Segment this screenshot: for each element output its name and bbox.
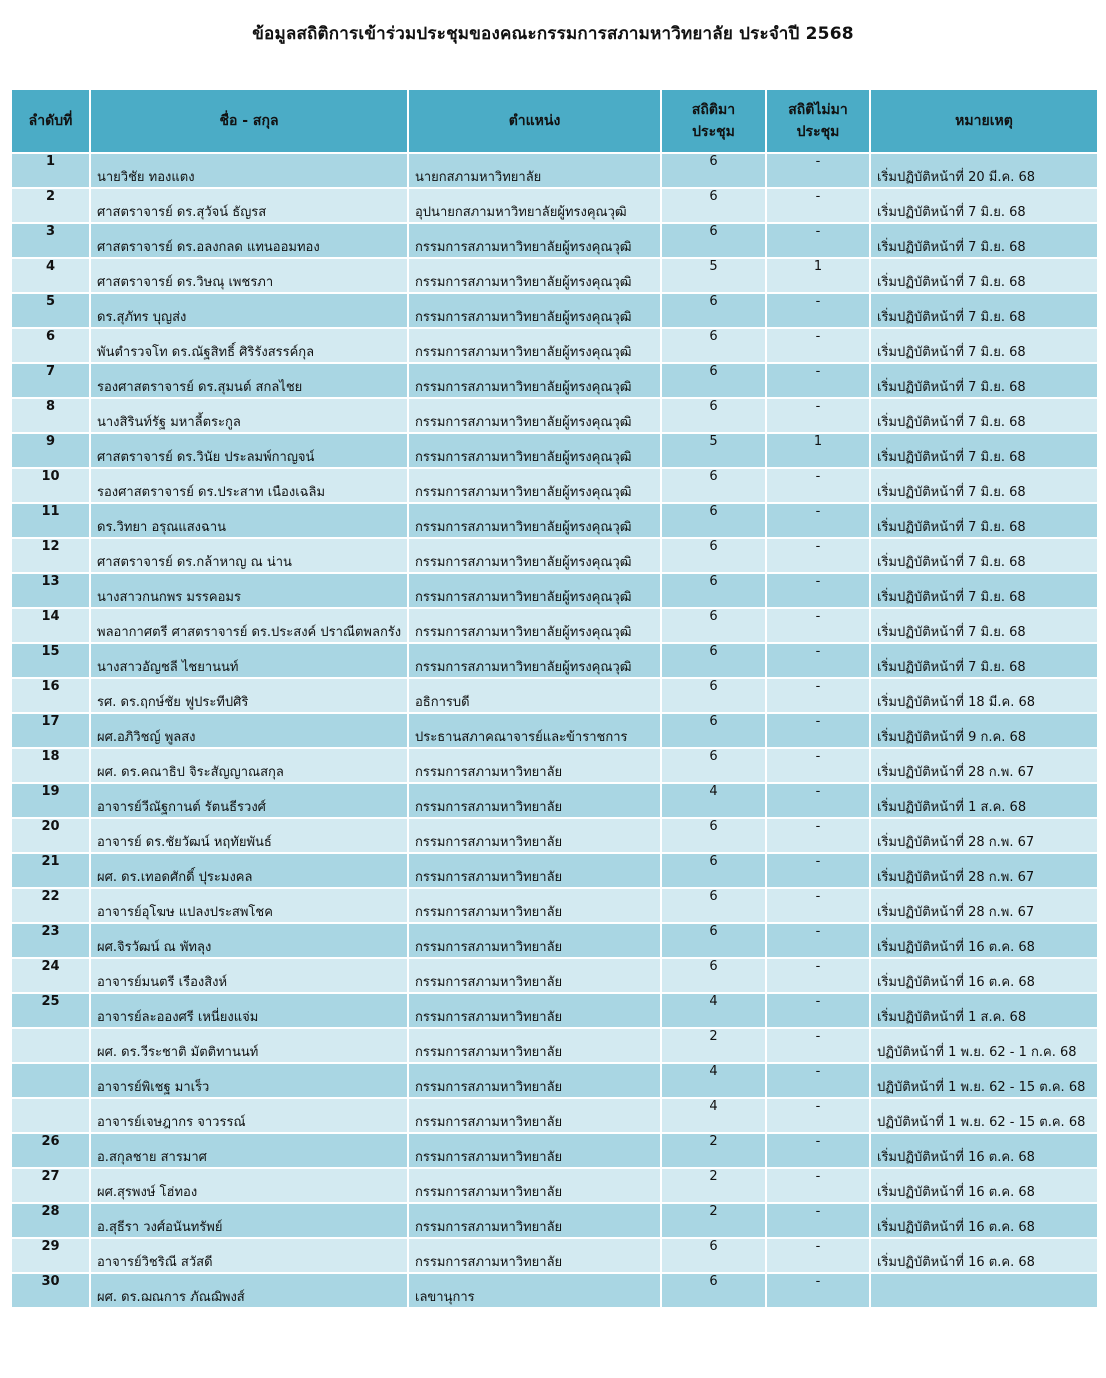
cell-attended: 6 bbox=[661, 398, 766, 433]
cell-name: ศาสตราจารย์ ดร.กล้าหาญ ณ น่าน bbox=[90, 538, 408, 573]
cell-note: เริ่มปฏิบัติหน้าที่ 9 ก.ค. 68 bbox=[870, 713, 1098, 748]
cell-attended: 4 bbox=[661, 1098, 766, 1133]
cell-absent: - bbox=[766, 888, 870, 923]
cell-no: 25 bbox=[11, 993, 90, 1028]
cell-attended: 6 bbox=[661, 923, 766, 958]
cell-absent: - bbox=[766, 748, 870, 783]
cell-attended: 6 bbox=[661, 1238, 766, 1273]
cell-no: 1 bbox=[11, 153, 90, 188]
cell-no: 7 bbox=[11, 363, 90, 398]
cell-note: เริ่มปฏิบัติหน้าที่ 16 ต.ค. 68 bbox=[870, 1133, 1098, 1168]
cell-absent: - bbox=[766, 363, 870, 398]
cell-no: 21 bbox=[11, 853, 90, 888]
cell-position: กรรมการสภามหาวิทยาลัย bbox=[408, 783, 661, 818]
cell-note: เริ่มปฏิบัติหน้าที่ 7 มิ.ย. 68 bbox=[870, 188, 1098, 223]
cell-absent: - bbox=[766, 398, 870, 433]
cell-attended: 6 bbox=[661, 153, 766, 188]
cell-note: เริ่มปฏิบัติหน้าที่ 16 ต.ค. 68 bbox=[870, 958, 1098, 993]
header-position: ตำแหน่ง bbox=[408, 89, 661, 153]
table-row bbox=[11, 468, 1098, 503]
cell-absent: - bbox=[766, 223, 870, 258]
cell-no: 18 bbox=[11, 748, 90, 783]
header-attended-line2: ประชุม bbox=[692, 124, 735, 140]
header-absent-line1: สถิติไม่มา bbox=[788, 102, 848, 118]
cell-absent: - bbox=[766, 958, 870, 993]
header-no: ลำดับที่ bbox=[11, 89, 90, 153]
cell-position: กรรมการสภามหาวิทยาลัย bbox=[408, 1028, 661, 1063]
cell-no: 24 bbox=[11, 958, 90, 993]
cell-attended: 6 bbox=[661, 293, 766, 328]
cell-no: 4 bbox=[11, 258, 90, 293]
cell-no: 23 bbox=[11, 923, 90, 958]
cell-attended: 2 bbox=[661, 1168, 766, 1203]
cell-position: กรรมการสภามหาวิทยาลัย bbox=[408, 993, 661, 1028]
cell-no: 2 bbox=[11, 188, 90, 223]
table-row bbox=[11, 958, 1098, 993]
header-name: ชื่อ - สกุล bbox=[90, 89, 408, 153]
cell-note: เริ่มปฏิบัติหน้าที่ 7 มิ.ย. 68 bbox=[870, 363, 1098, 398]
cell-no: 16 bbox=[11, 678, 90, 713]
cell-position: กรรมการสภามหาวิทยาลัย bbox=[408, 1238, 661, 1273]
cell-absent: - bbox=[766, 468, 870, 503]
cell-note: เริ่มปฏิบัติหน้าที่ 7 มิ.ย. 68 bbox=[870, 468, 1098, 503]
cell-note: เริ่มปฏิบัติหน้าที่ 28 ก.พ. 67 bbox=[870, 748, 1098, 783]
cell-attended: 6 bbox=[661, 713, 766, 748]
cell-no: 13 bbox=[11, 573, 90, 608]
table-row bbox=[11, 853, 1098, 888]
cell-attended: 6 bbox=[661, 678, 766, 713]
cell-note: ปฏิบัติหน้าที่ 1 พ.ย. 62 - 1 ก.ค. 68 bbox=[870, 1028, 1098, 1063]
table-row bbox=[11, 888, 1098, 923]
cell-name: นางสิรินท์รัฐ มหาลี้ตระกูล bbox=[90, 398, 408, 433]
cell-name: ศาสตราจารย์ ดร.สุวัจน์ ธัญรส bbox=[90, 188, 408, 223]
cell-name: ดร.สุภัทร บุญส่ง bbox=[90, 293, 408, 328]
cell-name: อาจารย์เจษฎากร จาวรรณ์ bbox=[90, 1098, 408, 1133]
table-row bbox=[11, 993, 1098, 1028]
cell-no: 17 bbox=[11, 713, 90, 748]
cell-absent: - bbox=[766, 1063, 870, 1098]
cell-no: 5 bbox=[11, 293, 90, 328]
table-row bbox=[11, 783, 1098, 818]
cell-position: กรรมการสภามหาวิทยาลัย bbox=[408, 1063, 661, 1098]
cell-name: อาจารย์ ดร.ชัยวัฒน์ หฤทัยพันธ์ bbox=[90, 818, 408, 853]
cell-position: นายกสภามหาวิทยาลัย bbox=[408, 153, 661, 188]
header-note: หมายเหตุ bbox=[870, 89, 1098, 153]
header-absent bbox=[766, 89, 870, 153]
cell-position: กรรมการสภามหาวิทยาลัยผู้ทรงคุณวุฒิ bbox=[408, 573, 661, 608]
cell-absent: - bbox=[766, 328, 870, 363]
cell-note: เริ่มปฏิบัติหน้าที่ 7 มิ.ย. 68 bbox=[870, 328, 1098, 363]
cell-note: เริ่มปฏิบัติหน้าที่ 20 มี.ค. 68 bbox=[870, 153, 1098, 188]
cell-attended: 5 bbox=[661, 258, 766, 293]
table-row bbox=[11, 1028, 1098, 1063]
cell-position: ประธานสภาคณาจารย์และข้าราชการ bbox=[408, 713, 661, 748]
cell-no: 28 bbox=[11, 1203, 90, 1238]
cell-position: กรรมการสภามหาวิทยาลัยผู้ทรงคุณวุฒิ bbox=[408, 363, 661, 398]
cell-attended: 6 bbox=[661, 643, 766, 678]
cell-attended: 6 bbox=[661, 608, 766, 643]
attendance-table bbox=[10, 88, 1099, 1309]
cell-attended: 2 bbox=[661, 1028, 766, 1063]
table-row bbox=[11, 923, 1098, 958]
cell-position: กรรมการสภามหาวิทยาลัย bbox=[408, 1098, 661, 1133]
cell-no: 14 bbox=[11, 608, 90, 643]
cell-name: นางสาวกนกพร มรรคอมร bbox=[90, 573, 408, 608]
cell-position: กรรมการสภามหาวิทยาลัย bbox=[408, 1133, 661, 1168]
table-row bbox=[11, 328, 1098, 363]
cell-attended: 6 bbox=[661, 468, 766, 503]
cell-name: ผศ. ดร.เทอดศักดิ์ ปุระมงคล bbox=[90, 853, 408, 888]
table-row bbox=[11, 818, 1098, 853]
cell-position: กรรมการสภามหาวิทยาลัยผู้ทรงคุณวุฒิ bbox=[408, 643, 661, 678]
cell-name: รศ. ดร.ฤกษ์ชัย ฟูประทีปศิริ bbox=[90, 678, 408, 713]
cell-position: กรรมการสภามหาวิทยาลัย bbox=[408, 748, 661, 783]
cell-name: ศาสตราจารย์ ดร.วิษณุ เพชรภา bbox=[90, 258, 408, 293]
cell-absent: - bbox=[766, 783, 870, 818]
cell-no: 27 bbox=[11, 1168, 90, 1203]
cell-position: กรรมการสภามหาวิทยาลัย bbox=[408, 1168, 661, 1203]
cell-position: อธิการบดี bbox=[408, 678, 661, 713]
cell-no: 8 bbox=[11, 398, 90, 433]
cell-note: เริ่มปฏิบัติหน้าที่ 7 มิ.ย. 68 bbox=[870, 573, 1098, 608]
cell-no: 11 bbox=[11, 503, 90, 538]
cell-attended: 4 bbox=[661, 1063, 766, 1098]
table-body bbox=[11, 153, 1098, 1308]
cell-no: 29 bbox=[11, 1238, 90, 1273]
cell-no: 22 bbox=[11, 888, 90, 923]
cell-name: อ.สกุลชาย สารมาศ bbox=[90, 1133, 408, 1168]
cell-note: เริ่มปฏิบัติหน้าที่ 16 ต.ค. 68 bbox=[870, 1168, 1098, 1203]
cell-note: เริ่มปฏิบัติหน้าที่ 7 มิ.ย. 68 bbox=[870, 398, 1098, 433]
cell-note: เริ่มปฏิบัติหน้าที่ 7 มิ.ย. 68 bbox=[870, 258, 1098, 293]
cell-attended: 6 bbox=[661, 818, 766, 853]
cell-absent: - bbox=[766, 153, 870, 188]
cell-attended: 6 bbox=[661, 188, 766, 223]
cell-note: เริ่มปฏิบัติหน้าที่ 28 ก.พ. 67 bbox=[870, 853, 1098, 888]
cell-no bbox=[11, 1028, 90, 1063]
table-row bbox=[11, 748, 1098, 783]
table-row bbox=[11, 1133, 1098, 1168]
cell-name: อ.สุธีรา วงศ์อนันทรัพย์ bbox=[90, 1203, 408, 1238]
cell-absent: - bbox=[766, 643, 870, 678]
cell-name: ศาสตราจารย์ ดร.อลงกลด แทนออมทอง bbox=[90, 223, 408, 258]
cell-position: กรรมการสภามหาวิทยาลัยผู้ทรงคุณวุฒิ bbox=[408, 293, 661, 328]
cell-attended: 6 bbox=[661, 573, 766, 608]
cell-position: กรรมการสภามหาวิทยาลัย bbox=[408, 888, 661, 923]
table-row bbox=[11, 293, 1098, 328]
cell-no bbox=[11, 1098, 90, 1133]
cell-absent: - bbox=[766, 293, 870, 328]
cell-name: ศาสตราจารย์ ดร.วินัย ประลมพ์กาญจน์ bbox=[90, 433, 408, 468]
cell-name: รองศาสตราจารย์ ดร.ประสาท เนืองเฉลิม bbox=[90, 468, 408, 503]
cell-position: กรรมการสภามหาวิทยาลัยผู้ทรงคุณวุฒิ bbox=[408, 328, 661, 363]
header-attended bbox=[661, 89, 766, 153]
cell-name: อาจารย์อุโฆษ แปลงประสพโชค bbox=[90, 888, 408, 923]
cell-position: กรรมการสภามหาวิทยาลัยผู้ทรงคุณวุฒิ bbox=[408, 468, 661, 503]
cell-note: เริ่มปฏิบัติหน้าที่ 1 ส.ค. 68 bbox=[870, 783, 1098, 818]
cell-name: ผศ. ดร.วีระชาติ มัตติทานนท์ bbox=[90, 1028, 408, 1063]
cell-attended: 5 bbox=[661, 433, 766, 468]
cell-absent: - bbox=[766, 818, 870, 853]
cell-attended: 6 bbox=[661, 503, 766, 538]
cell-name: อาจารย์มนตรี เรืองสิงห์ bbox=[90, 958, 408, 993]
cell-note: เริ่มปฏิบัติหน้าที่ 16 ต.ค. 68 bbox=[870, 1203, 1098, 1238]
cell-attended: 6 bbox=[661, 328, 766, 363]
cell-position: เลขานุการ bbox=[408, 1273, 661, 1308]
page-title: ข้อมูลสถิติการเข้าร่วมประชุมของคณะกรรมการสภามหาวิทยาลัย ประจำปี 2568 bbox=[252, 24, 854, 44]
cell-position: กรรมการสภามหาวิทยาลัย bbox=[408, 1203, 661, 1238]
cell-attended: 6 bbox=[661, 853, 766, 888]
cell-position: กรรมการสภามหาวิทยาลัยผู้ทรงคุณวุฒิ bbox=[408, 608, 661, 643]
table-row bbox=[11, 608, 1098, 643]
cell-note: เริ่มปฏิบัติหน้าที่ 7 มิ.ย. 68 bbox=[870, 223, 1098, 258]
cell-name: ผศ.อภิวิชญ์ พูลสง bbox=[90, 713, 408, 748]
cell-position: กรรมการสภามหาวิทยาลัย bbox=[408, 958, 661, 993]
table-row bbox=[11, 258, 1098, 293]
cell-position: กรรมการสภามหาวิทยาลัยผู้ทรงคุณวุฒิ bbox=[408, 223, 661, 258]
cell-attended: 6 bbox=[661, 363, 766, 398]
cell-no: 10 bbox=[11, 468, 90, 503]
cell-absent: - bbox=[766, 573, 870, 608]
header-attended-line1: สถิติมา bbox=[691, 102, 736, 118]
cell-absent: - bbox=[766, 678, 870, 713]
cell-note: เริ่มปฏิบัติหน้าที่ 7 มิ.ย. 68 bbox=[870, 503, 1098, 538]
cell-absent: - bbox=[766, 1273, 870, 1308]
table-row bbox=[11, 573, 1098, 608]
cell-note: เริ่มปฏิบัติหน้าที่ 28 ก.พ. 67 bbox=[870, 818, 1098, 853]
table-row bbox=[11, 643, 1098, 678]
cell-name: อาจารย์ละอองศรี เหนี่ยงแจ่ม bbox=[90, 993, 408, 1028]
cell-name: พลอากาศตรี ศาสตราจารย์ ดร.ประสงค์ ปราณีตพลกรัง bbox=[90, 608, 408, 643]
table-row bbox=[11, 713, 1098, 748]
cell-no: 12 bbox=[11, 538, 90, 573]
cell-attended: 4 bbox=[661, 993, 766, 1028]
cell-note: ปฏิบัติหน้าที่ 1 พ.ย. 62 - 15 ต.ค. 68 bbox=[870, 1063, 1098, 1098]
cell-no: 20 bbox=[11, 818, 90, 853]
cell-position: กรรมการสภามหาวิทยาลัยผู้ทรงคุณวุฒิ bbox=[408, 398, 661, 433]
cell-absent: - bbox=[766, 1098, 870, 1133]
table-row bbox=[11, 1063, 1098, 1098]
cell-attended: 6 bbox=[661, 538, 766, 573]
cell-attended: 6 bbox=[661, 958, 766, 993]
cell-name: ผศ. ดร.คณาธิป จิระสัญญาณสกุล bbox=[90, 748, 408, 783]
table-row bbox=[11, 678, 1098, 713]
cell-note: เริ่มปฏิบัติหน้าที่ 7 มิ.ย. 68 bbox=[870, 433, 1098, 468]
cell-no: 30 bbox=[11, 1273, 90, 1308]
cell-position: กรรมการสภามหาวิทยาลัย bbox=[408, 923, 661, 958]
cell-no: 3 bbox=[11, 223, 90, 258]
cell-position: กรรมการสภามหาวิทยาลัย bbox=[408, 818, 661, 853]
cell-name: ผศ.จิรวัฒน์ ณ พัทลุง bbox=[90, 923, 408, 958]
cell-position: กรรมการสภามหาวิทยาลัยผู้ทรงคุณวุฒิ bbox=[408, 538, 661, 573]
cell-absent: - bbox=[766, 713, 870, 748]
table-row bbox=[11, 398, 1098, 433]
table-row bbox=[11, 1098, 1098, 1133]
table-row bbox=[11, 223, 1098, 258]
cell-note: เริ่มปฏิบัติหน้าที่ 16 ต.ค. 68 bbox=[870, 1238, 1098, 1273]
cell-attended: 4 bbox=[661, 783, 766, 818]
cell-position: กรรมการสภามหาวิทยาลัยผู้ทรงคุณวุฒิ bbox=[408, 258, 661, 293]
table-row bbox=[11, 503, 1098, 538]
header-absent-line2: ประชุม bbox=[796, 124, 840, 140]
cell-absent: - bbox=[766, 923, 870, 958]
cell-no bbox=[11, 1063, 90, 1098]
cell-note: เริ่มปฏิบัติหน้าที่ 7 มิ.ย. 68 bbox=[870, 538, 1098, 573]
table-row bbox=[11, 433, 1098, 468]
cell-name: นายวิชัย ทองแตง bbox=[90, 153, 408, 188]
table-row bbox=[11, 1238, 1098, 1273]
cell-position: อุปนายกสภามหาวิทยาลัยผู้ทรงคุณวุฒิ bbox=[408, 188, 661, 223]
cell-absent: - bbox=[766, 1238, 870, 1273]
table-row bbox=[11, 538, 1098, 573]
cell-name: อาจารย์วีณัฐกานต์ รัตนธีรวงศ์ bbox=[90, 783, 408, 818]
table-row bbox=[11, 363, 1098, 398]
table-row bbox=[11, 1168, 1098, 1203]
cell-absent: - bbox=[766, 608, 870, 643]
cell-absent: 1 bbox=[766, 433, 870, 468]
cell-name: ดร.วิทยา อรุณแสงฉาน bbox=[90, 503, 408, 538]
cell-no: 6 bbox=[11, 328, 90, 363]
cell-note: เริ่มปฏิบัติหน้าที่ 7 มิ.ย. 68 bbox=[870, 293, 1098, 328]
cell-name: ผศ. ดร.ฌณการ ภัณฌิพงส์ bbox=[90, 1273, 408, 1308]
cell-absent: - bbox=[766, 993, 870, 1028]
cell-name: รองศาสตราจารย์ ดร.สุมนต์ สกลไชย bbox=[90, 363, 408, 398]
cell-absent: - bbox=[766, 853, 870, 888]
cell-absent: - bbox=[766, 1028, 870, 1063]
cell-absent: - bbox=[766, 503, 870, 538]
cell-name: อาจารย์พิเชฐ มาเร็ว bbox=[90, 1063, 408, 1098]
cell-name: นางสาวอัญชลี ไชยานนท์ bbox=[90, 643, 408, 678]
cell-note: ปฏิบัติหน้าที่ 1 พ.ย. 62 - 15 ต.ค. 68 bbox=[870, 1098, 1098, 1133]
cell-no: 9 bbox=[11, 433, 90, 468]
cell-note: เริ่มปฏิบัติหน้าที่ 16 ต.ค. 68 bbox=[870, 923, 1098, 958]
cell-note: เริ่มปฏิบัติหน้าที่ 18 มี.ค. 68 bbox=[870, 678, 1098, 713]
table-row bbox=[11, 1273, 1098, 1308]
cell-absent: - bbox=[766, 538, 870, 573]
cell-absent: - bbox=[766, 188, 870, 223]
cell-note: เริ่มปฏิบัติหน้าที่ 28 ก.พ. 67 bbox=[870, 888, 1098, 923]
cell-name: พันตำรวจโท ดร.ณัฐสิทธิ์ ศิริรังสรรค์กุล bbox=[90, 328, 408, 363]
cell-name: ผศ.สุรพงษ์ โฮ่ทอง bbox=[90, 1168, 408, 1203]
cell-note: เริ่มปฏิบัติหน้าที่ 7 มิ.ย. 68 bbox=[870, 643, 1098, 678]
cell-no: 15 bbox=[11, 643, 90, 678]
table-row bbox=[11, 1203, 1098, 1238]
cell-attended: 6 bbox=[661, 223, 766, 258]
table-header-row bbox=[11, 89, 1098, 153]
cell-no: 26 bbox=[11, 1133, 90, 1168]
cell-absent: - bbox=[766, 1133, 870, 1168]
cell-note: เริ่มปฏิบัติหน้าที่ 1 ส.ค. 68 bbox=[870, 993, 1098, 1028]
cell-attended: 2 bbox=[661, 1133, 766, 1168]
table-row bbox=[11, 153, 1098, 188]
table-row bbox=[11, 188, 1098, 223]
cell-attended: 6 bbox=[661, 1273, 766, 1308]
cell-position: กรรมการสภามหาวิทยาลัย bbox=[408, 853, 661, 888]
cell-name: อาจารย์วิชริณี สวัสดี bbox=[90, 1238, 408, 1273]
cell-absent: 1 bbox=[766, 258, 870, 293]
cell-absent: - bbox=[766, 1168, 870, 1203]
cell-attended: 2 bbox=[661, 1203, 766, 1238]
cell-absent: - bbox=[766, 1203, 870, 1238]
cell-note bbox=[870, 1273, 1098, 1308]
cell-attended: 6 bbox=[661, 888, 766, 923]
cell-no: 19 bbox=[11, 783, 90, 818]
cell-attended: 6 bbox=[661, 748, 766, 783]
cell-note: เริ่มปฏิบัติหน้าที่ 7 มิ.ย. 68 bbox=[870, 608, 1098, 643]
cell-position: กรรมการสภามหาวิทยาลัยผู้ทรงคุณวุฒิ bbox=[408, 503, 661, 538]
cell-position: กรรมการสภามหาวิทยาลัยผู้ทรงคุณวุฒิ bbox=[408, 433, 661, 468]
